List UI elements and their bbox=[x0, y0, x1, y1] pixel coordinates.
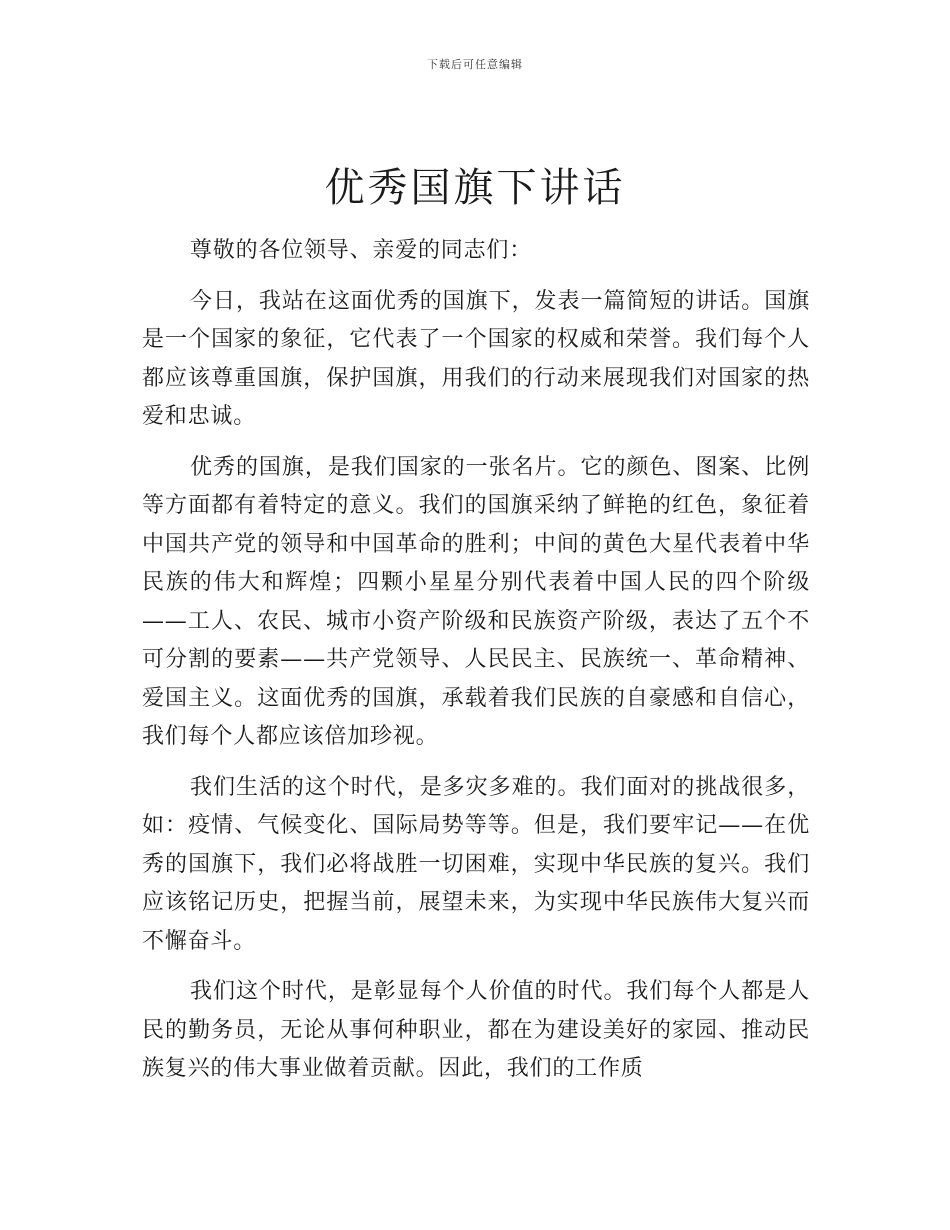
document-body bbox=[142, 232, 810, 1089]
paragraph-flag-meaning: 优秀的国旗，是我们国家的一张名片。它的颜色、图案、比例等方面都有着特定的意义。我们的国旗采纳了鲜艳的红色，象征着中国共产党的领导和中国革命的胜利；中间的黄色大星代表着中华民族的伟大和辉煌；四颗小星星分别代表着中国人民的四个阶级——工人、农民、城市小资产阶级和民族资产阶级，表达了五个不可分割的要素——共产党领导、人民民主、民族统一、革命精神、爱国主义。这面优秀的国旗，承载着我们民族的自豪感和自信心，我们每个人都应该倍加珍视。 bbox=[142, 454, 810, 749]
paragraph-intro: 今日，我站在这面优秀的国旗下，发表一篇简短的讲话。国旗是一个国家的象征，它代表了一个国家的权威和荣誉。我们每个人都应该尊重国旗，保护国旗，用我们的行动来展现我们对国家的热爱和忠诚。 bbox=[142, 288, 810, 429]
paragraph-personal-value: 我们这个时代，是彰显每个人价值的时代。我们每个人都是人民的勤务员，无论从事何种职业，都在为建设美好的家园、推动民族复兴的伟大事业做着贡献。因此，我们的工作质 bbox=[142, 979, 810, 1081]
greeting-line: 尊敬的各位领导、亲爱的同志们： bbox=[190, 238, 533, 263]
paragraph-challenges: 我们生活的这个时代，是多灾多难的。我们面对的挑战很多，如：疫情、气候变化、国际局势等等。但是，我们要牢记——在优秀的国旗下，我们必将战胜一切困难，实现中华民族的复兴。我们应该铭记历史，把握当前，展望未来，为实现中华民族伟大复兴而不懈奋斗。 bbox=[142, 774, 810, 954]
page-header-note: 下载后可任意编辑 bbox=[427, 58, 523, 71]
document-title: 优秀国旗下讲话 bbox=[324, 165, 626, 211]
